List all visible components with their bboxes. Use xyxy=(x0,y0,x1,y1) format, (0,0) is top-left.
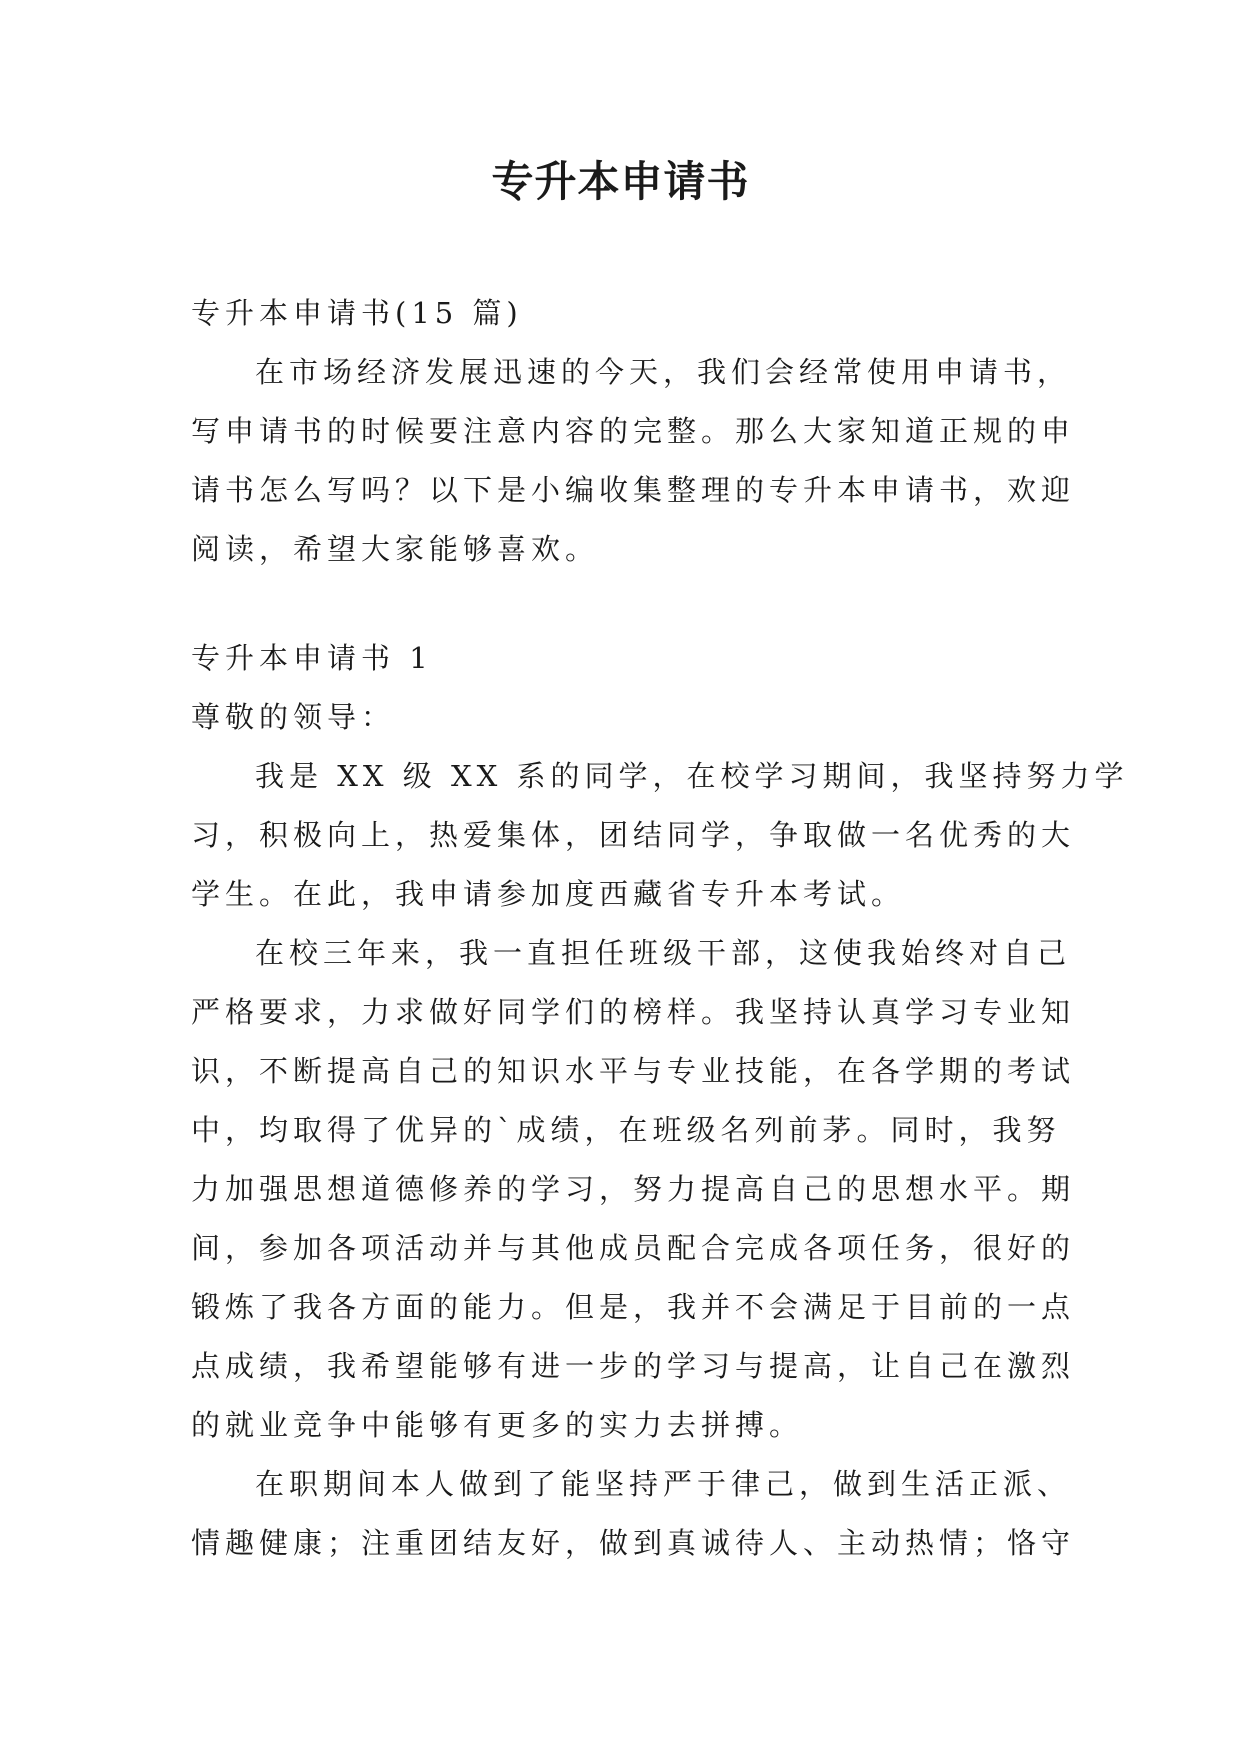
paragraph-line: 在职期间本人做到了能坚持严于律己，做到生活正派、 xyxy=(255,1467,1072,1501)
section-1 xyxy=(191,629,1129,1573)
intro-paragraph-line: 在市场经济发展迅速的今天，我们会经常使用申请书， xyxy=(255,355,1072,389)
paragraph-line: 习，积极向上，热爱集体，团结同学，争取做一名优秀的大 xyxy=(191,818,1076,852)
paragraph-line: 识，不断提高自己的知识水平与专业技能，在各学期的考试 xyxy=(191,1054,1076,1088)
paragraph-line: 锻炼了我各方面的能力。但是，我并不会满足于目前的一点 xyxy=(191,1290,1076,1324)
section-heading: 专升本申请书 1 xyxy=(191,641,433,675)
paragraph-line: 力加强思想道德修养的学习，努力提高自己的思想水平。期 xyxy=(191,1172,1076,1206)
paragraph-line: 学生。在此，我申请参加度西藏省专升本考试。 xyxy=(191,877,906,911)
document-title: 专升本申请书 xyxy=(491,157,750,206)
paragraph-line: 间，参加各项活动并与其他成员配合完成各项任务，很好的 xyxy=(191,1231,1076,1265)
paragraph-line: 中，均取得了优异的`成绩，在班级名列前茅。同时，我努 xyxy=(191,1113,1061,1147)
paragraph-line: 的就业竞争中能够有更多的实力去拼搏。 xyxy=(191,1408,804,1442)
intro-paragraph-line: 阅读，希望大家能够喜欢。 xyxy=(191,532,600,566)
salutation: 尊敬的领导： xyxy=(191,700,396,734)
paragraph-line: 情趣健康；注重团结友好，做到真诚待人、主动热情；恪守 xyxy=(191,1526,1076,1560)
paragraph-line: 点成绩，我希望能够有进一步的学习与提高，让自己在激烈 xyxy=(191,1349,1076,1383)
paragraph-line: 我是 XX 级 XX 系的同学，在校学习期间，我坚持努力学 xyxy=(255,759,1129,793)
paragraph-line: 在校三年来，我一直担任班级干部，这使我始终对自己 xyxy=(255,936,1072,970)
paragraph-line: 严格要求，力求做好同学们的榜样。我坚持认真学习专业知 xyxy=(191,995,1076,1029)
intro-paragraph-line: 请书怎么写吗？以下是小编收集整理的专升本申请书，欢迎 xyxy=(191,473,1076,507)
intro-paragraph-line: 写申请书的时候要注意内容的完整。那么大家知道正规的申 xyxy=(191,414,1076,448)
document-subtitle: 专升本申请书(15 篇) xyxy=(191,296,523,330)
intro-section xyxy=(191,284,1076,579)
